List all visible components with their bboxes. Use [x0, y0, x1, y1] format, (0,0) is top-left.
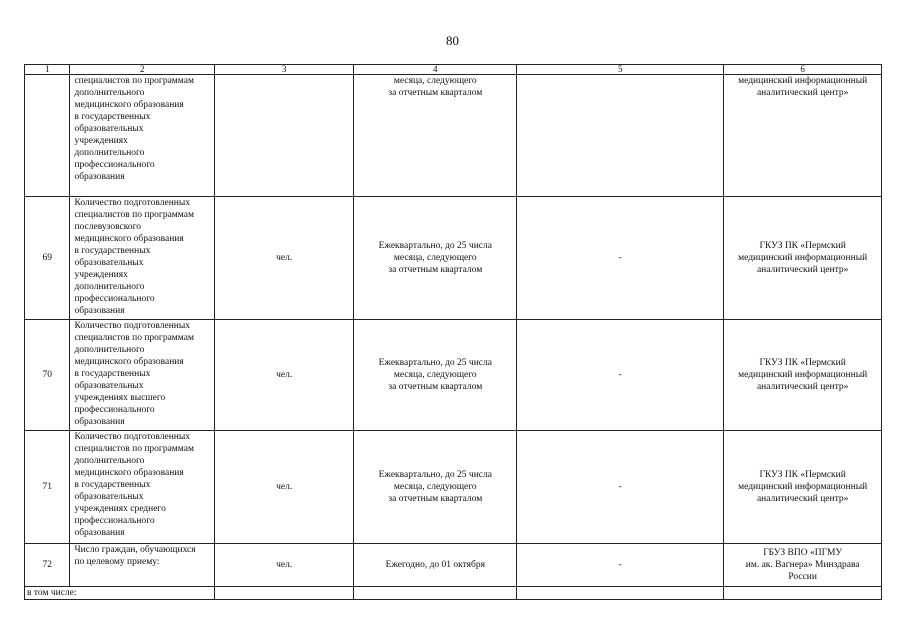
responsible-text: ГКУЗ ПК «Пермский медицинский информационный аналитический центр» — [738, 241, 868, 275]
responsible-text: ГКУЗ ПК «Пермский медицинский информационный аналитический центр» — [738, 358, 868, 392]
table-row — [25, 197, 882, 320]
table-row — [25, 320, 882, 431]
indicator-text: Число граждан, обучающихся по целевому приему: — [74, 545, 196, 567]
deadline-text: Ежеквартально, до 25 числа месяца, следующего за отчетным кварталом — [378, 358, 492, 392]
table-row — [25, 544, 882, 587]
row-number-cell: 70 — [25, 320, 70, 431]
deadline-cell — [354, 431, 517, 544]
responsible-text: ГБУЗ ВПО «ПГМУ им. ак. Вагнера» Минздрава России — [745, 548, 860, 582]
empty-cell — [354, 587, 517, 600]
indicator-cell — [70, 544, 215, 587]
indicator-cell — [70, 197, 215, 320]
deadline-text: Ежеквартально, до 25 числа месяца, следующего за отчетным кварталом — [378, 470, 492, 504]
row-number-cell — [25, 75, 70, 197]
deadline-text: Ежеквартально, до 25 числа месяца, следующего за отчетным кварталом — [378, 241, 492, 275]
header-col-6: 6 — [724, 65, 882, 75]
row-number-cell: 71 — [25, 431, 70, 544]
responsible-text: медицинский информационный аналитический центр» — [738, 76, 868, 98]
row-number-cell: 72 — [25, 544, 70, 587]
col5-cell: - — [517, 431, 724, 544]
unit-cell: чел. — [214, 544, 353, 587]
header-col-5: 5 — [517, 65, 724, 75]
indicator-cell — [70, 431, 215, 544]
responsible-cell — [724, 197, 882, 320]
indicator-text: Количество подготовленных специалистов по программам дополнительного медицинского образования в государственных образовательных учреждениях высшего профессионального образования — [74, 321, 194, 427]
responsible-text: ГКУЗ ПК «Пермский медицинский информационный аналитический центр» — [738, 470, 868, 504]
responsible-cell — [724, 320, 882, 431]
table-row-note — [25, 587, 882, 600]
indicator-text: Количество подготовленных специалистов по программам дополнительного медицинского образования в государственных образовательных учреждениях среднего профессионального образования — [74, 432, 194, 538]
responsible-cell — [724, 75, 882, 197]
indicator-cell — [70, 75, 215, 197]
col5-cell — [517, 75, 724, 197]
header-col-4: 4 — [354, 65, 517, 75]
col5-cell: - — [517, 544, 724, 587]
indicator-text: Количество подготовленных специалистов по программам послевузовского медицинского образования в государственных образовательных учреждениях дополнительного профессионального образования — [74, 198, 194, 316]
table-row-continuation — [25, 75, 882, 197]
deadline-text: Ежегодно, до 01 октября — [385, 560, 485, 570]
page-number: 80 — [446, 33, 459, 48]
indicator-text: специалистов по программам дополнительного медицинского образования в государственных образовательных учреждениях дополнительного профессионального образования — [74, 76, 194, 182]
deadline-text: месяца, следующего за отчетным кварталом — [388, 76, 483, 98]
responsible-cell — [724, 544, 882, 587]
unit-cell: чел. — [214, 197, 353, 320]
table-header-row — [25, 65, 882, 75]
col5-cell: - — [517, 320, 724, 431]
unit-cell — [214, 75, 353, 197]
table-row — [25, 431, 882, 544]
header-col-1: 1 — [25, 65, 70, 75]
deadline-cell — [354, 75, 517, 197]
deadline-cell — [354, 320, 517, 431]
unit-cell: чел. — [214, 431, 353, 544]
deadline-cell — [354, 197, 517, 320]
header-col-3: 3 — [214, 65, 353, 75]
responsible-cell — [724, 431, 882, 544]
indicators-table — [24, 64, 882, 600]
col5-cell: - — [517, 197, 724, 320]
note-cell: в том числе: — [25, 587, 215, 600]
deadline-cell — [354, 544, 517, 587]
empty-cell — [517, 587, 724, 600]
empty-cell — [214, 587, 353, 600]
unit-cell: чел. — [214, 320, 353, 431]
header-col-2: 2 — [70, 65, 215, 75]
empty-cell — [724, 587, 882, 600]
indicator-cell — [70, 320, 215, 431]
row-number-cell: 69 — [25, 197, 70, 320]
